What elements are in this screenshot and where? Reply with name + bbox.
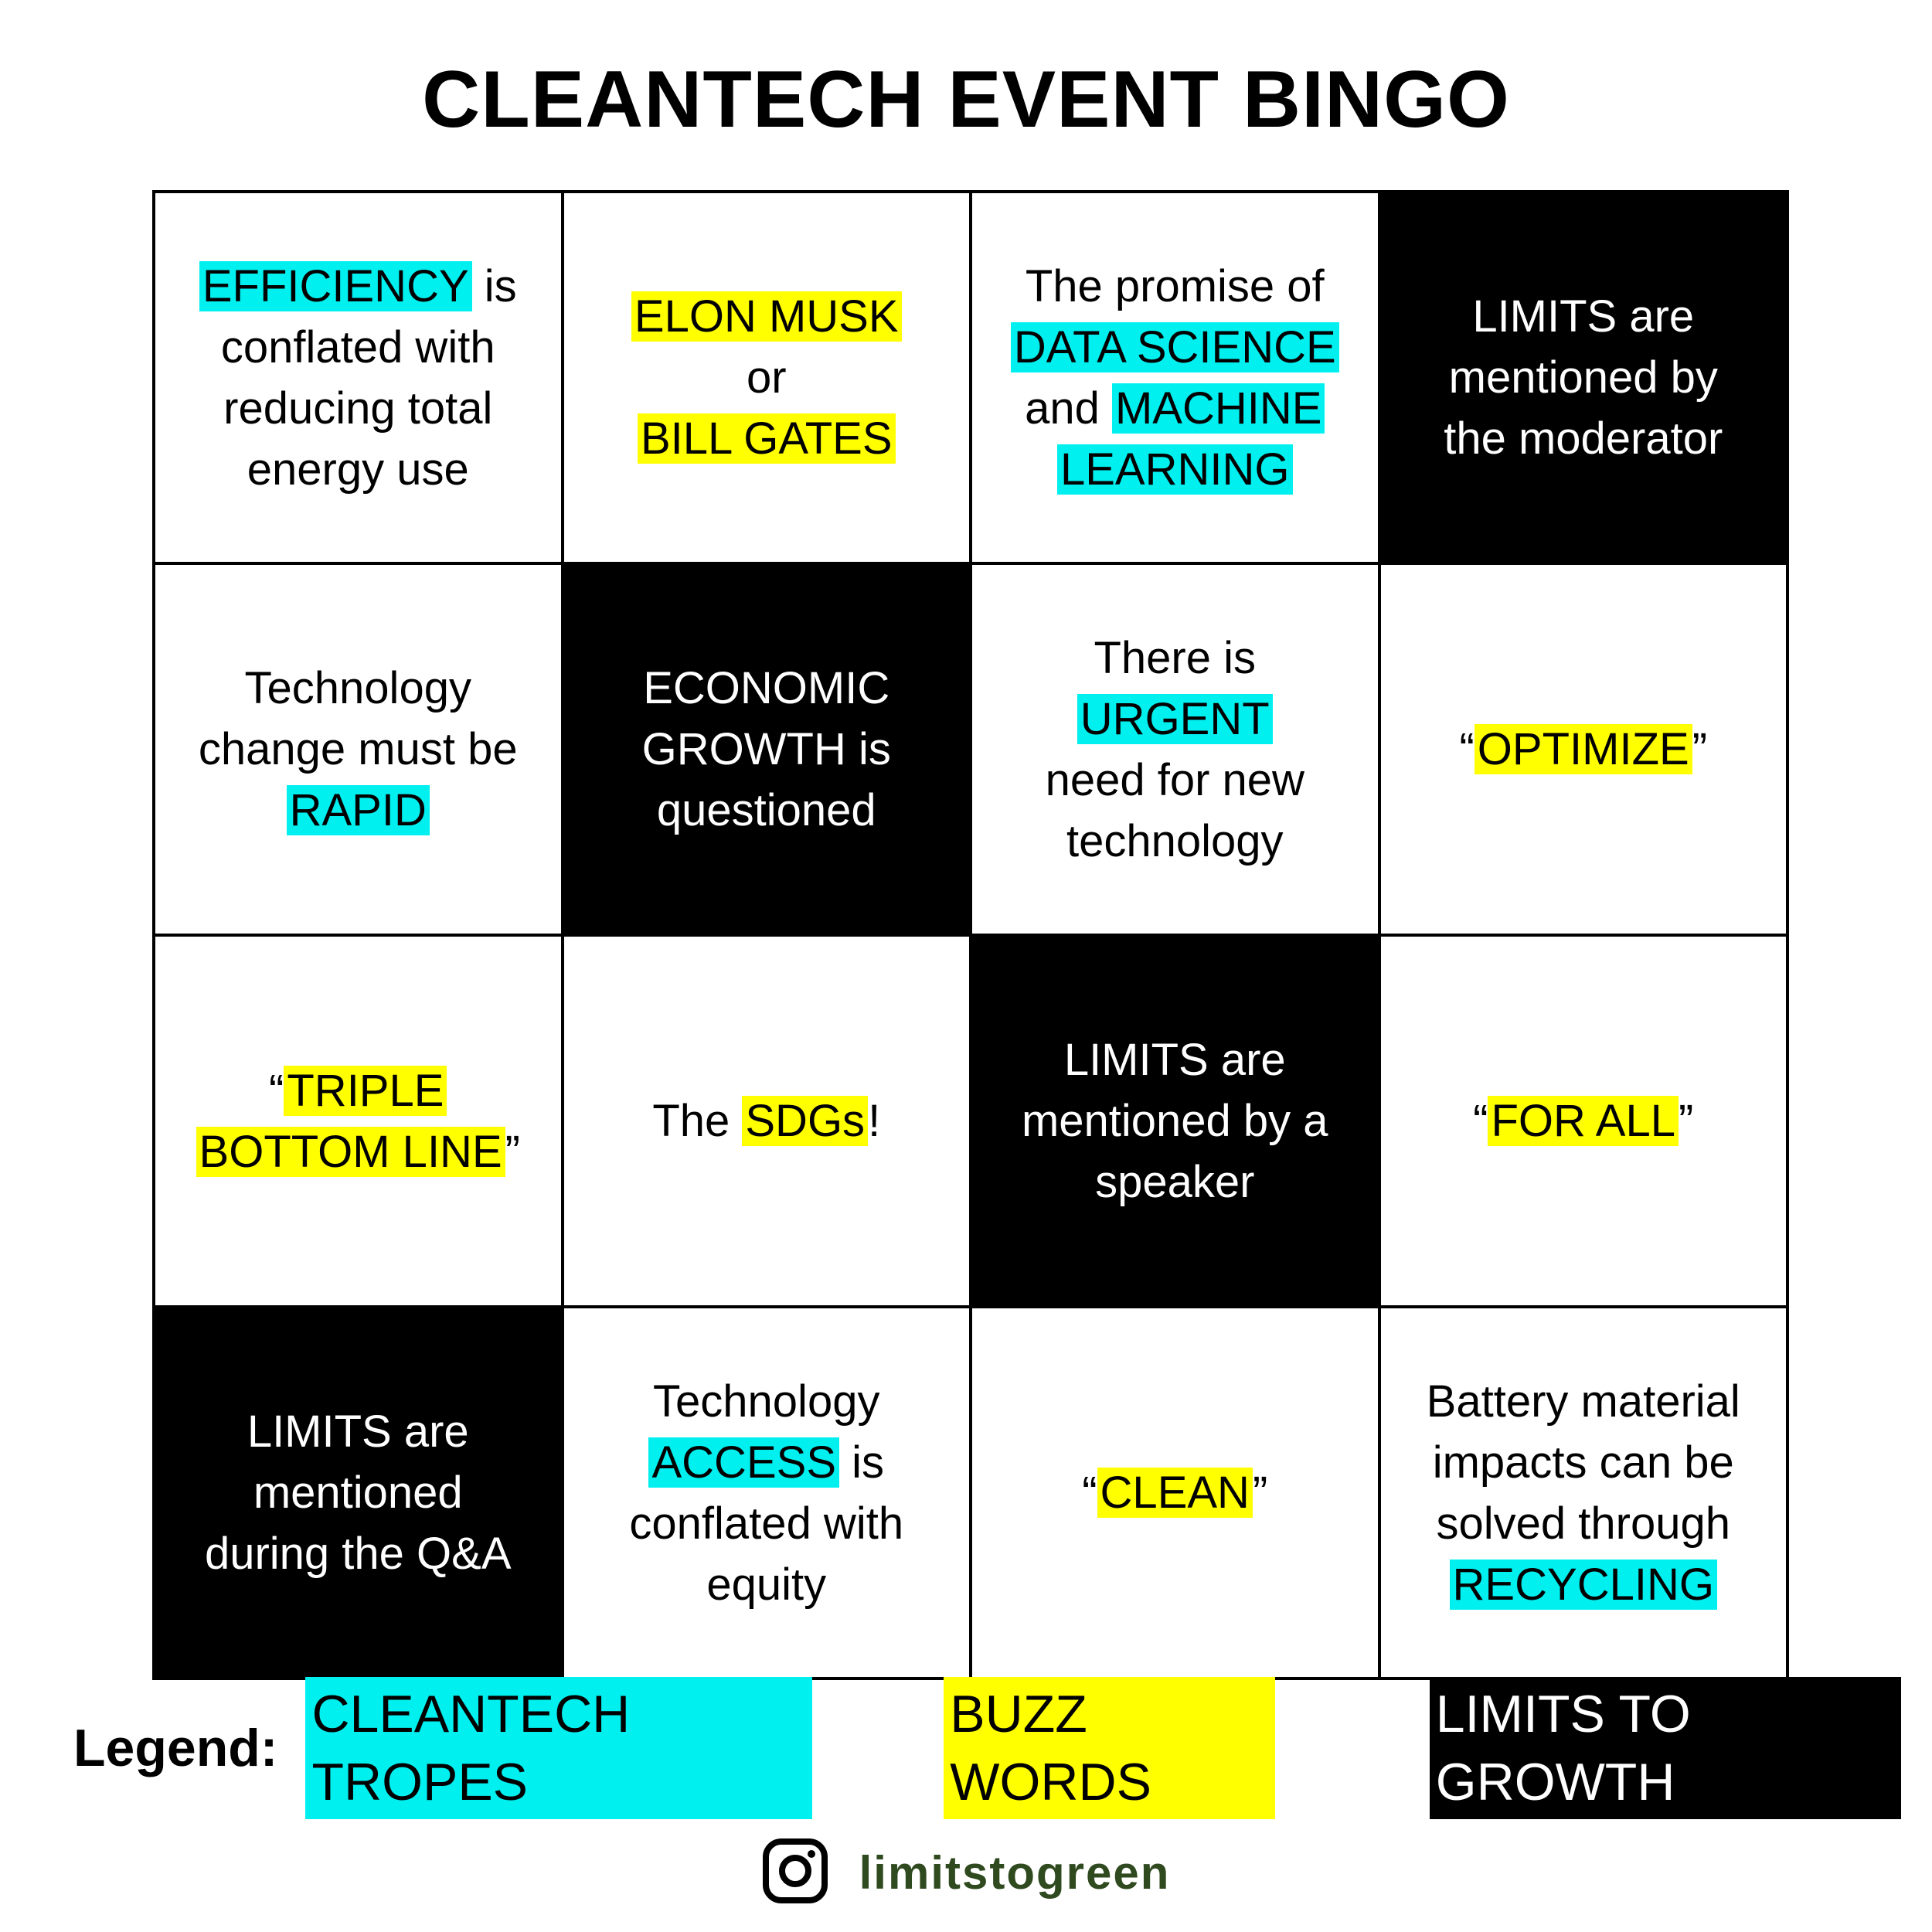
buzz-word-highlight: FOR ALL <box>1488 1096 1679 1146</box>
legend-buzz-words: BUZZ WORDS <box>944 1677 1274 1819</box>
buzz-word-highlight: BILL GATES <box>638 413 896 464</box>
bingo-cell[interactable] <box>1381 193 1790 565</box>
cell-text-segment: “ <box>1459 724 1475 774</box>
legend-cleantech-tropes: CLEANTECH TROPES <box>305 1677 812 1819</box>
cleantech-trope-highlight: MACHINE <box>1112 383 1325 434</box>
cell-line <box>629 1371 903 1432</box>
bingo-cell-text <box>642 658 891 841</box>
cell-text-segment: ECONOMIC <box>643 663 890 713</box>
buzz-word-highlight: OPTIMIZE <box>1475 724 1692 774</box>
bingo-cell[interactable] <box>155 565 564 937</box>
cell-text-segment: energy use <box>247 444 469 495</box>
cell-line <box>205 1462 512 1523</box>
cell-text-segment: “ <box>269 1065 284 1116</box>
cell-text-segment: ” <box>505 1126 520 1177</box>
cell-line <box>199 719 518 780</box>
cell-text-segment: “ <box>1473 1096 1488 1146</box>
bingo-cell-text <box>1473 1090 1693 1151</box>
cell-line <box>1444 347 1723 408</box>
page-title: CLEANTECH EVENT BINGO <box>422 55 1510 145</box>
bingo-cell[interactable] <box>564 1308 973 1680</box>
bingo-cell[interactable] <box>972 565 1381 937</box>
cell-text-segment: “ <box>1082 1468 1097 1518</box>
cell-text-segment: ” <box>1679 1096 1694 1146</box>
bingo-cell[interactable] <box>1381 1308 1790 1680</box>
cleantech-trope-highlight: EFFICIENCY <box>199 261 472 311</box>
cell-text-segment: during the Q&A <box>204 1529 512 1579</box>
cell-line <box>629 1554 903 1615</box>
bingo-cell[interactable] <box>1381 937 1790 1308</box>
cell-line <box>199 378 517 439</box>
cell-text-segment: ! <box>868 1096 881 1146</box>
cell-line <box>1427 1371 1740 1432</box>
cell-text-segment: mentioned by <box>1448 352 1718 403</box>
cell-text-segment: questioned <box>656 785 876 835</box>
cell-line <box>196 1121 520 1182</box>
bingo-cell[interactable] <box>564 193 973 565</box>
cell-text-segment: mentioned by a <box>1021 1096 1328 1146</box>
cell-text-segment: mentioned <box>253 1468 463 1518</box>
bingo-cell[interactable] <box>564 565 973 937</box>
cell-line <box>631 286 902 347</box>
bingo-cell[interactable] <box>1381 565 1790 937</box>
bingo-cell[interactable] <box>972 937 1381 1308</box>
bingo-cell-text <box>199 658 518 841</box>
cell-text-segment: change must be <box>198 724 518 774</box>
cell-line <box>1427 1554 1740 1615</box>
cell-text-segment: equity <box>706 1559 827 1610</box>
cell-line <box>1011 317 1339 378</box>
cell-text-segment: ” <box>1252 1468 1268 1518</box>
cell-line <box>1082 1462 1267 1523</box>
instagram-handle[interactable]: limitstogreen <box>859 1847 1171 1899</box>
cell-line <box>1459 719 1707 780</box>
cell-text-segment: impacts can be <box>1432 1437 1734 1488</box>
bingo-cell-text <box>1459 719 1707 780</box>
cell-line <box>1022 1090 1328 1151</box>
cell-line <box>1011 256 1339 317</box>
cell-line <box>629 1493 903 1554</box>
bingo-cell-text <box>995 628 1355 872</box>
bingo-cell-text <box>196 1060 520 1182</box>
bingo-cell-text <box>629 1371 903 1615</box>
cleantech-trope-highlight: LEARNING <box>1057 444 1293 495</box>
cell-line <box>1444 408 1723 469</box>
cell-line <box>629 1432 903 1493</box>
cell-text-segment: solved through <box>1436 1498 1730 1549</box>
cell-line <box>652 1090 880 1151</box>
buzz-word-highlight: TRIPLE <box>284 1066 447 1116</box>
cell-text-segment: or <box>746 352 787 403</box>
cell-text-segment: speaker <box>1095 1157 1255 1207</box>
buzz-word-highlight: BOTTOM LINE <box>196 1127 505 1177</box>
cell-text-segment: conflated with <box>629 1498 904 1549</box>
legend-label: Legend: <box>73 1719 278 1777</box>
cell-line <box>642 658 891 719</box>
cell-text-segment: ” <box>1692 724 1708 774</box>
bingo-cell-text <box>199 256 517 500</box>
bingo-cell-text <box>1427 1371 1740 1615</box>
cell-text-segment: The promise of <box>1025 260 1325 311</box>
cell-line <box>199 317 517 378</box>
bingo-cell-text <box>631 286 902 469</box>
cleantech-trope-highlight: DATA SCIENCE <box>1011 322 1339 372</box>
cleantech-trope-highlight: ACCESS <box>648 1437 839 1488</box>
bingo-cell-text <box>652 1090 880 1151</box>
cell-line <box>995 750 1355 811</box>
cell-line <box>1011 439 1339 500</box>
cell-line <box>642 719 891 780</box>
footer <box>0 1838 1932 1908</box>
bingo-cell-text <box>1082 1462 1267 1523</box>
cell-text-segment: technology <box>1066 815 1284 866</box>
cell-line <box>1473 1090 1693 1151</box>
cell-line <box>995 628 1355 750</box>
cell-text-segment: the moderator <box>1444 413 1723 464</box>
bingo-cell-text <box>1011 256 1339 500</box>
cleantech-trope-highlight: URGENT <box>1077 694 1273 744</box>
cell-line <box>1022 1029 1328 1090</box>
cell-text-segment: Battery material <box>1426 1376 1740 1427</box>
cell-text-segment: conflated with <box>220 321 495 372</box>
bingo-cell-text <box>205 1401 512 1584</box>
cell-line <box>631 408 902 469</box>
cell-line <box>995 811 1355 872</box>
instagram-icon[interactable] <box>762 1838 828 1908</box>
cell-line <box>1011 378 1339 439</box>
legend <box>73 1685 1901 1811</box>
buzz-word-highlight: SDGs <box>742 1096 868 1146</box>
cell-text-segment: reducing total <box>223 383 493 434</box>
cell-text-segment: The <box>652 1096 743 1146</box>
cell-line <box>1022 1151 1328 1213</box>
cell-text-segment: LIMITS are <box>247 1406 469 1457</box>
cell-line <box>1444 286 1723 347</box>
bingo-cell[interactable] <box>155 1308 564 1680</box>
buzz-word-highlight: ELON MUSK <box>631 291 902 342</box>
bingo-cell[interactable] <box>155 193 564 565</box>
cell-line <box>631 347 902 408</box>
bingo-cell[interactable] <box>155 937 564 1308</box>
cell-text-segment: Technology <box>244 663 471 713</box>
cell-line <box>199 256 517 317</box>
buzz-word-highlight: CLEAN <box>1097 1468 1253 1518</box>
cell-line <box>205 1401 512 1462</box>
cleantech-trope-highlight: RAPID <box>287 785 430 835</box>
cell-line <box>642 780 891 841</box>
bingo-grid <box>152 190 1789 1680</box>
cell-text-segment: LIMITS are <box>1472 291 1695 342</box>
cell-text-segment: and <box>1025 383 1112 434</box>
cell-text-segment: is <box>839 1437 884 1488</box>
bingo-cell[interactable] <box>972 1308 1381 1680</box>
cell-line <box>1427 1493 1740 1554</box>
bingo-cell-text <box>1444 286 1723 469</box>
cell-text-segment: is <box>471 260 517 311</box>
cell-text-segment: Technology <box>653 1376 880 1427</box>
bingo-cell[interactable] <box>564 937 973 1308</box>
cell-line <box>1427 1432 1740 1493</box>
cell-line <box>199 780 518 841</box>
cell-line <box>205 1523 512 1584</box>
cell-text-segment: GROWTH is <box>641 724 891 774</box>
cell-text-segment: need for new <box>1045 754 1304 805</box>
legend-limits-to-growth: LIMITS TO GROWTH <box>1430 1677 1901 1819</box>
cell-line <box>196 1060 520 1121</box>
cell-line <box>199 439 517 500</box>
cleantech-trope-highlight: RECYCLING <box>1450 1560 1717 1610</box>
cell-text-segment: There is <box>1094 632 1256 683</box>
cell-line <box>199 658 518 719</box>
bingo-cell-text <box>1022 1029 1328 1213</box>
cell-text-segment: LIMITS are <box>1063 1035 1286 1085</box>
bingo-cell[interactable] <box>972 193 1381 565</box>
